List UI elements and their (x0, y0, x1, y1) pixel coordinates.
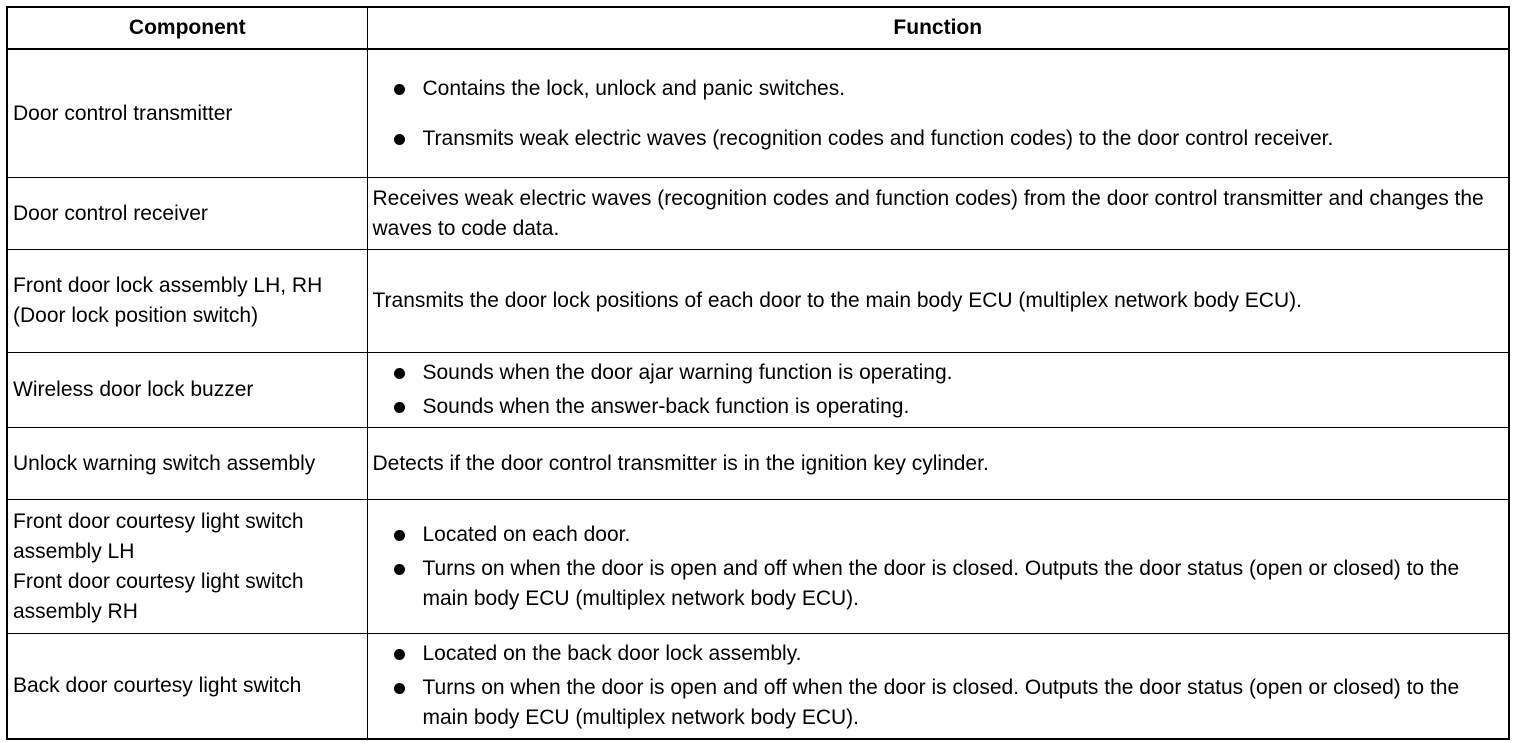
function-bullet-text: Located on the back door lock assembly. (422, 642, 802, 665)
component-label: Back door courtesy light switch (13, 674, 302, 697)
function-bullet-list (373, 358, 1504, 422)
function-bullet (373, 639, 1504, 669)
component-label: Wireless door lock buzzer (13, 378, 254, 401)
function-cell (367, 250, 1509, 353)
bullet-dot-icon (394, 649, 405, 660)
bullet-dot-icon (394, 683, 405, 694)
function-cell (367, 500, 1509, 634)
function-bullet (373, 358, 1504, 388)
function-bullet (373, 124, 1504, 154)
component-label: Door control transmitter (13, 101, 233, 125)
bullet-dot-icon (394, 402, 405, 413)
function-bullet-text: Located on each door. (422, 522, 631, 546)
function-bullet (373, 392, 1504, 422)
table-row (7, 634, 1509, 740)
function-text: Receives weak electric waves (recognition codes and function codes) from the door control transmitter and changes the waves to code data. (372, 186, 1484, 240)
component-label: Front door courtesy light switch assembly LH Front door courtesy light switch assembly RH (13, 509, 304, 623)
function-bullet (373, 673, 1504, 733)
table-header-row (7, 7, 1509, 49)
function-cell (367, 634, 1509, 740)
component-label: Front door lock assembly LH, RH (Door lock position switch) (13, 274, 323, 327)
component-label: Door control receiver (13, 201, 208, 225)
function-cell (367, 428, 1509, 500)
function-bullet-list (373, 74, 1504, 154)
function-bullet-text: Contains the lock, unlock and panic switches. (422, 76, 846, 100)
function-bullet-text: Sounds when the door ajar warning function is operating. (422, 361, 953, 384)
component-function-table-wrapper (6, 6, 1508, 735)
function-bullet (373, 520, 1504, 550)
component-cell (7, 353, 367, 428)
function-bullet (373, 554, 1504, 614)
table-row (7, 250, 1509, 353)
table-row (7, 428, 1509, 500)
component-function-table (6, 6, 1510, 740)
table-row (7, 178, 1509, 250)
function-bullet-text: Turns on when the door is open and off when the door is closed. Outputs the door status (open or closed) to the main body ECU (multiplex network body ECU). (422, 556, 1460, 610)
bullet-dot-icon (394, 134, 405, 145)
bullet-dot-icon (394, 564, 405, 575)
header-function: Function (367, 7, 1509, 49)
function-cell (367, 353, 1509, 428)
function-bullet-list (373, 639, 1504, 733)
component-cell (7, 634, 367, 740)
component-cell (7, 178, 367, 250)
component-cell (7, 500, 367, 634)
component-cell (7, 250, 367, 353)
function-cell (367, 49, 1509, 178)
function-text: Transmits the door lock positions of each door to the main body ECU (multiplex network body ECU). (372, 289, 1302, 312)
function-bullet-text: Transmits weak electric waves (recognition codes and function codes) to the door control receiver. (422, 126, 1334, 150)
function-bullet-text: Sounds when the answer-back function is operating. (422, 395, 910, 418)
component-label: Unlock warning switch assembly (13, 451, 316, 475)
bullet-dot-icon (394, 368, 405, 379)
table-row (7, 49, 1509, 178)
function-bullet-text: Turns on when the door is open and off when the door is closed. Outputs the door status (open or closed) to the main body ECU (multiplex network body ECU). (422, 676, 1460, 729)
table-row (7, 353, 1509, 428)
function-text: Detects if the door control transmitter is in the ignition key cylinder. (372, 451, 989, 475)
function-bullet (373, 74, 1504, 104)
component-cell (7, 428, 367, 500)
bullet-dot-icon (394, 530, 405, 541)
function-bullet-list (373, 520, 1504, 614)
bullet-dot-icon (394, 84, 405, 95)
header-component: Component (7, 7, 367, 49)
function-cell (367, 178, 1509, 250)
table-row (7, 500, 1509, 634)
component-cell (7, 49, 367, 178)
